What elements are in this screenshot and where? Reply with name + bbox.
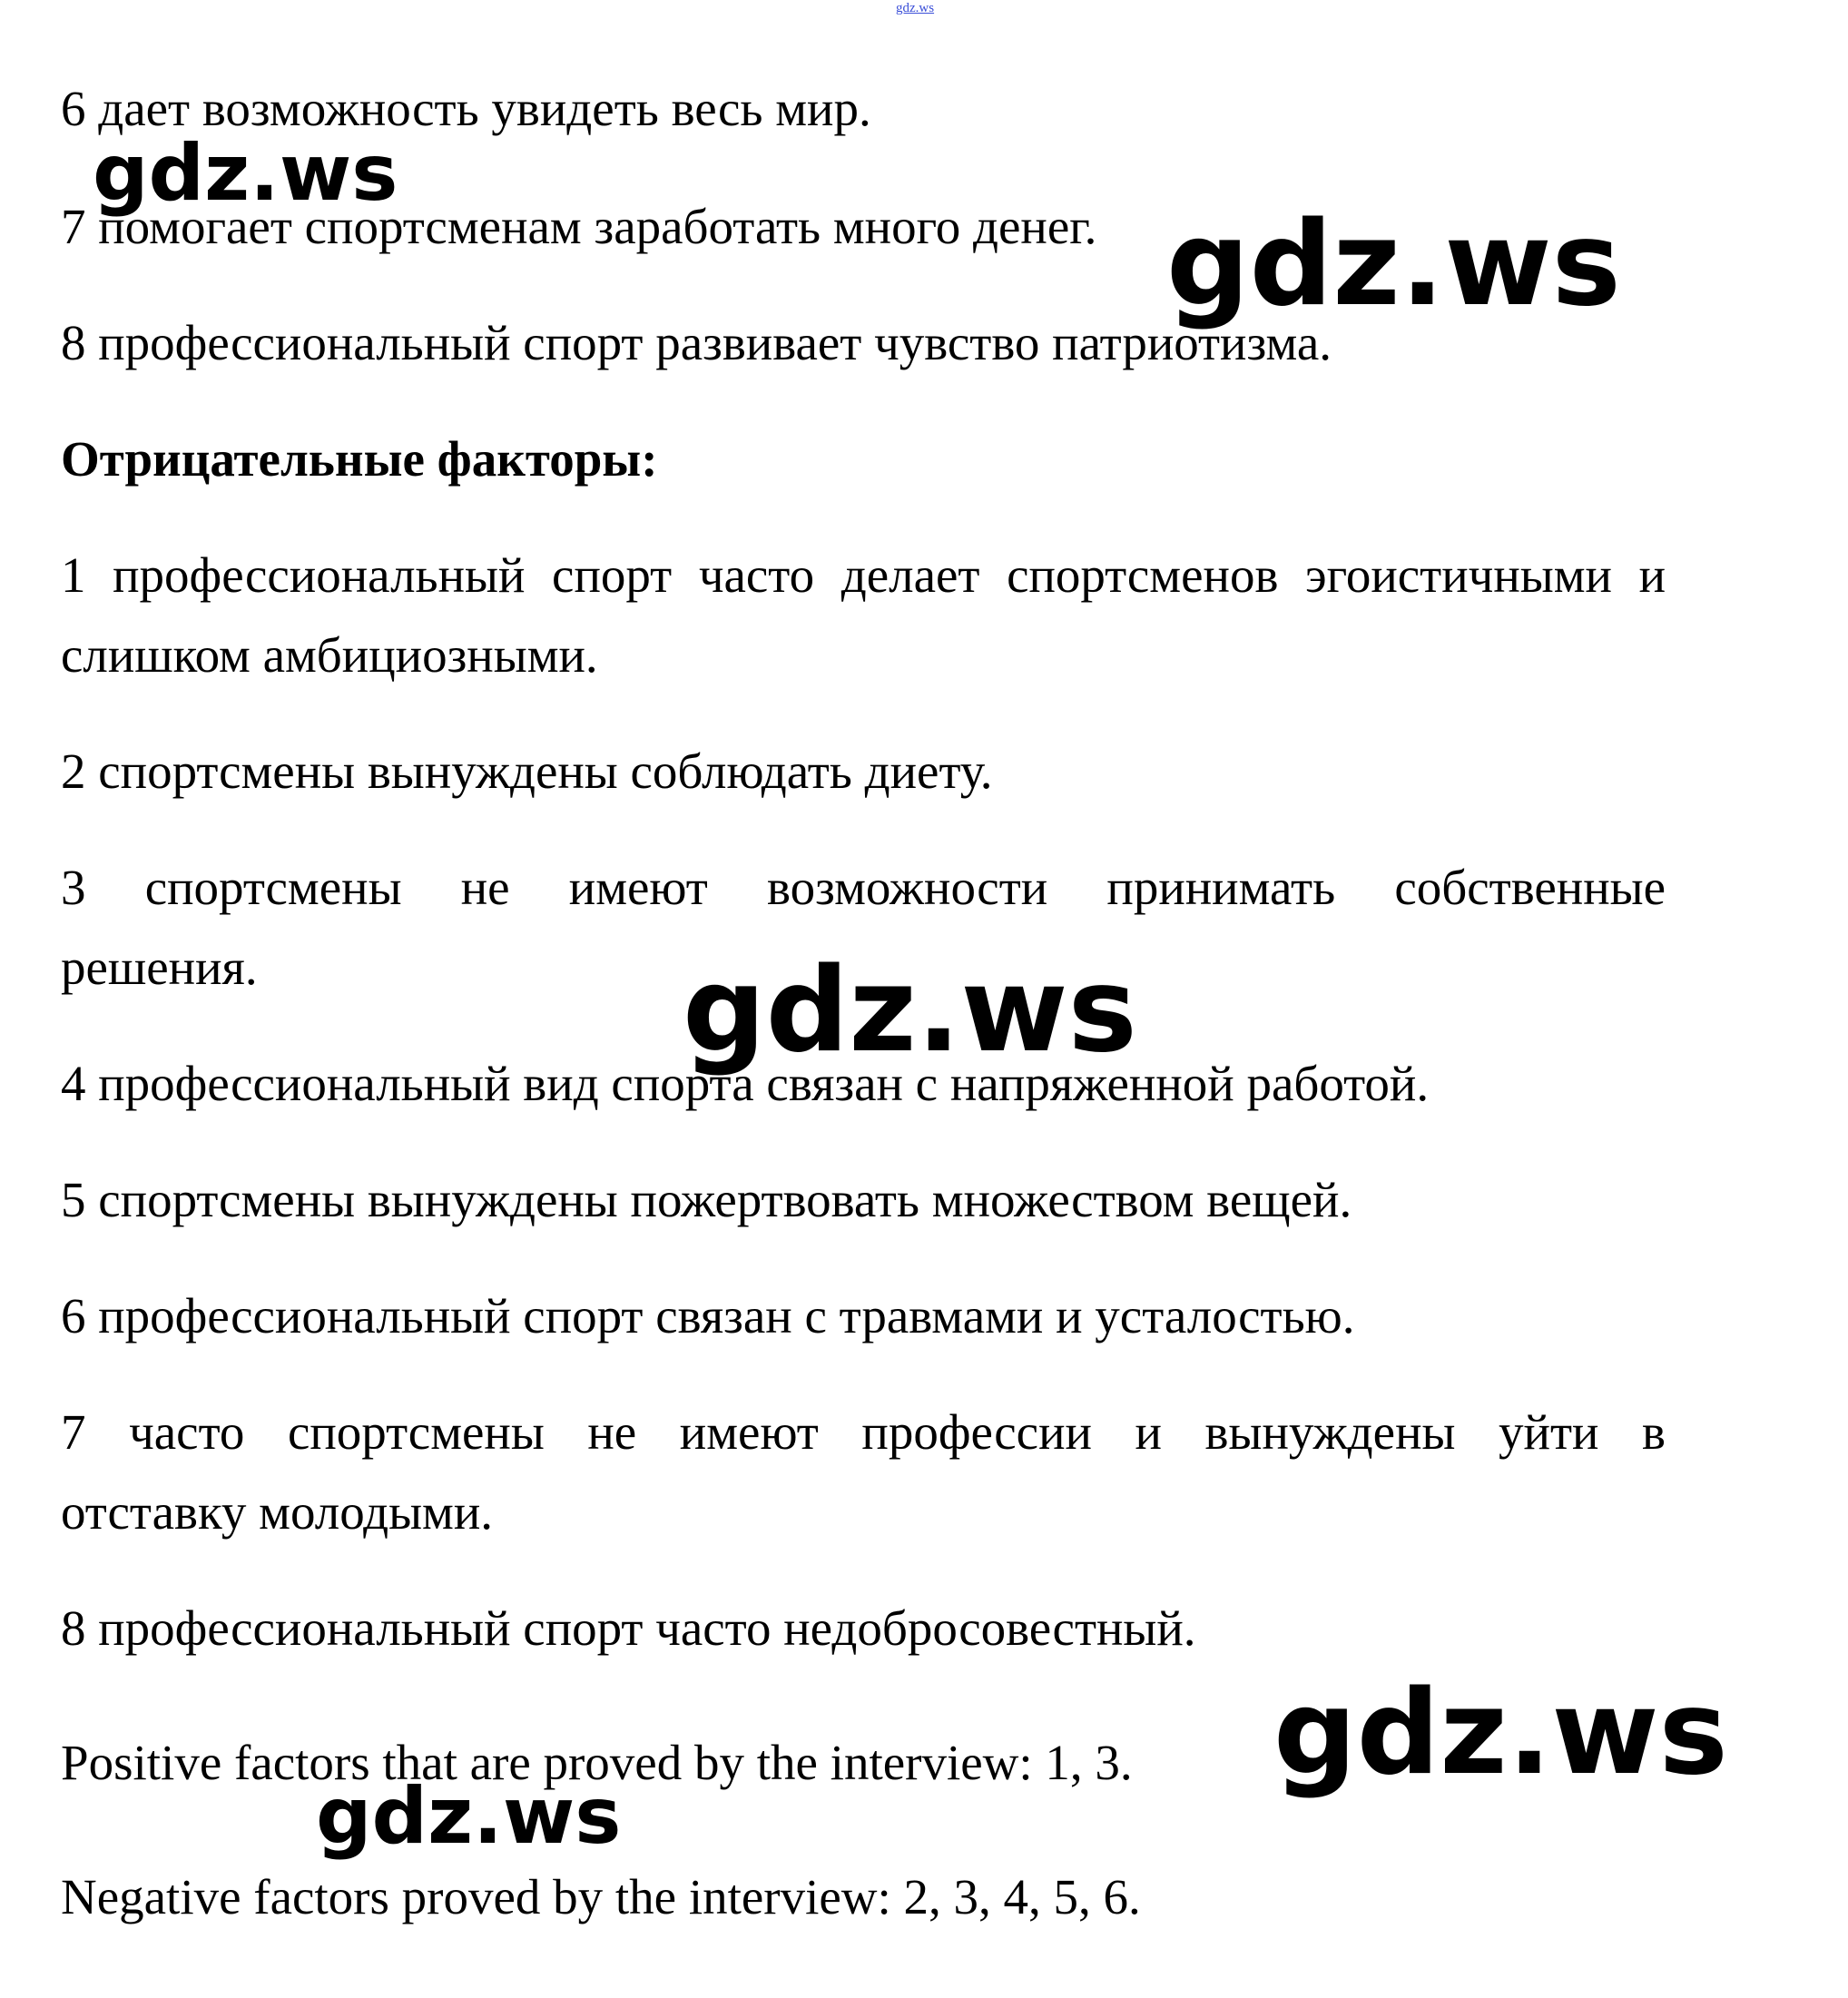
- watermark: gdz.ws: [1166, 197, 1621, 332]
- summary-negative: Negative factors proved by the interview: 2, 3, 4, 5, 6.: [61, 1869, 1141, 1924]
- negative-item-4: 4 профессиональный вид спорта связан с напряженной работой.: [61, 1056, 1430, 1111]
- negative-item-8: 8 профессиональный спорт часто недобросовестный.: [61, 1600, 1196, 1656]
- watermark: gdz.ws: [683, 943, 1137, 1078]
- negative-item-5: 5 спортсмены вынуждены пожертвовать множеством вещей.: [61, 1172, 1352, 1227]
- negative-item-3-line-1: 3 спортсмены не имеют возможности принимать собственные: [61, 860, 1666, 915]
- header-site-link[interactable]: gdz.ws: [896, 1, 935, 15]
- summary-positive: Positive factors that are proved by the interview: 1, 3.: [61, 1735, 1133, 1790]
- watermark: gdz.ws: [316, 1771, 622, 1862]
- watermark: gdz.ws: [1273, 1666, 1728, 1801]
- watermark: gdz.ws: [93, 128, 398, 219]
- positive-item-6: 6 дает возможность увидеть весь мир.: [61, 81, 871, 136]
- positive-item-8: 8 профессиональный спорт развивает чувство патриотизма.: [61, 315, 1332, 370]
- negative-item-7-line-1: 7 часто спортсмены не имеют профессии и вынуждены уйти в: [61, 1404, 1666, 1460]
- negative-item-6: 6 профессиональный спорт связан с травмами и усталостью.: [61, 1288, 1355, 1343]
- negative-factors-heading: Отрицательные факторы:: [61, 431, 658, 487]
- negative-item-1-line-1: 1 профессиональный спорт часто делает спортсменов эгоистичными и: [61, 547, 1666, 603]
- negative-item-2: 2 спортсмены вынуждены соблюдать диету.: [61, 743, 993, 799]
- positive-item-7: 7 помогает спортсменам заработать много денег.: [61, 199, 1097, 254]
- negative-item-3-line-2: решения.: [61, 940, 258, 995]
- negative-item-1-line-2: слишком амбициозными.: [61, 627, 598, 683]
- negative-item-7-line-2: отставку молодыми.: [61, 1484, 494, 1540]
